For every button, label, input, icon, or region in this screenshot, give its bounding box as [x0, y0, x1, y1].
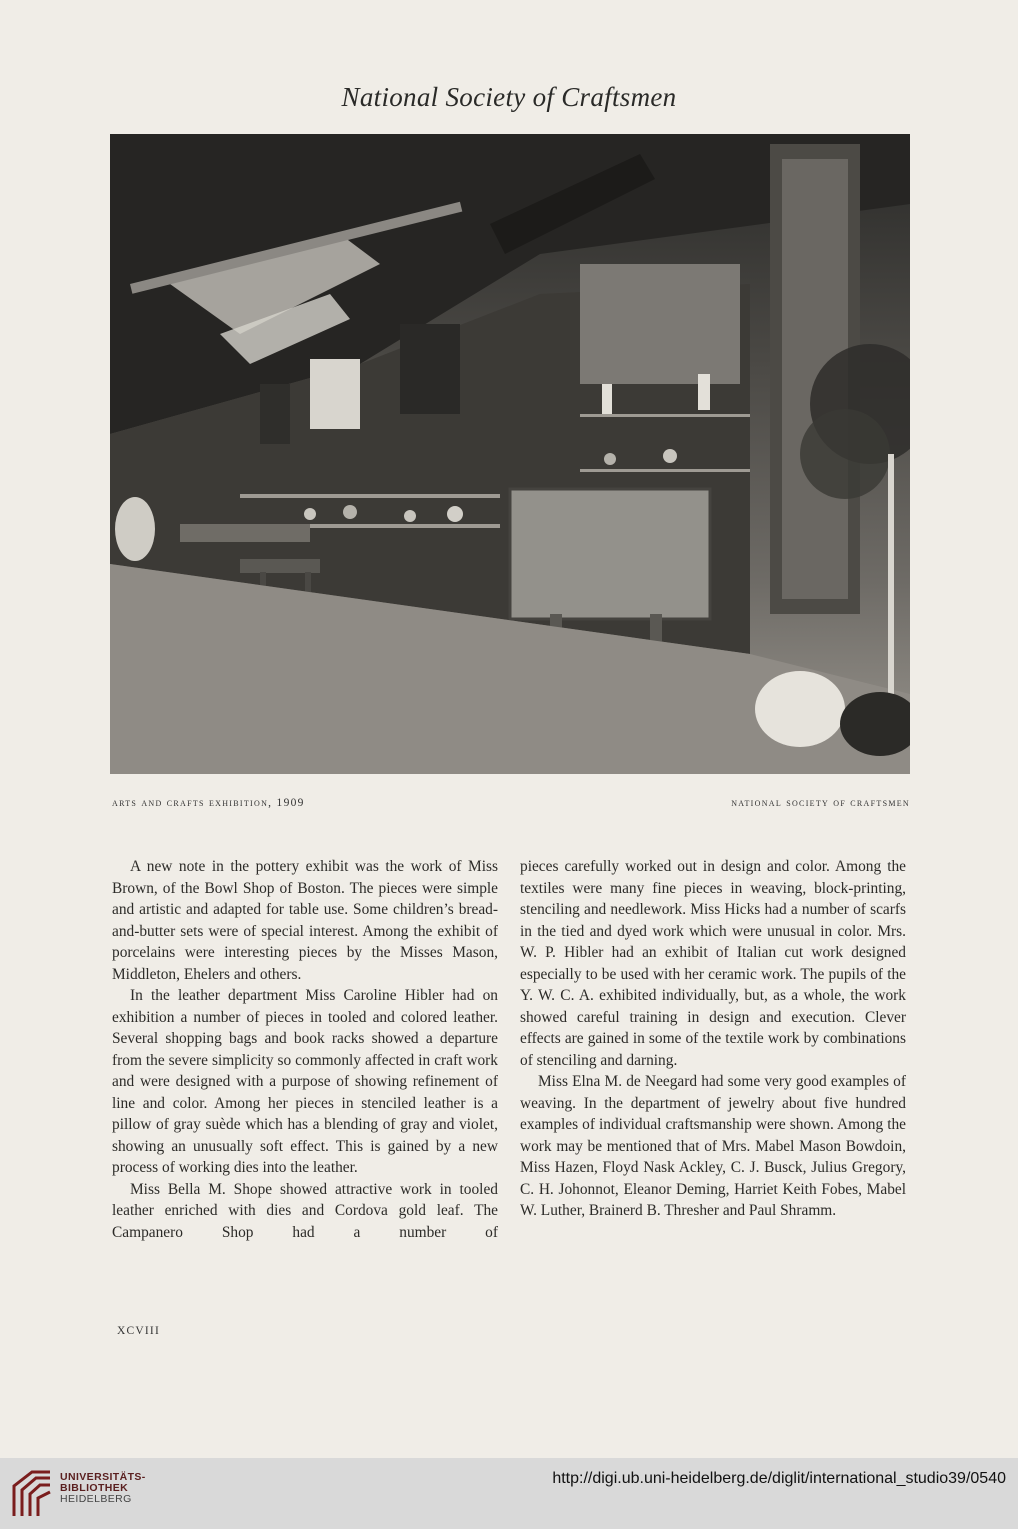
institution-line: UNIVERSITÄTS- [60, 1471, 146, 1483]
running-head: National Society of Craftsmen [341, 82, 677, 112]
digitization-footer [0, 1458, 1018, 1529]
paragraph: In the leather department Miss Caroline Hibler had on exhibition a number of pieces in tooled and colored leather. Several shopping bags and book racks showed a departure from the severe simplicity so commonly affected in craft work and were designed with a purpose of showing refinement of line and color. Among her pieces in stenciled leather is a pillow of gray suède which has a blending of gray and violet, showing an unusually soft effect. This is gained by a new process of working dies into the leather. [112, 987, 498, 1176]
exhibition-photograph-image [110, 134, 910, 774]
institution-line: HEIDELBERG [60, 1493, 132, 1505]
text-column-left [112, 856, 498, 1243]
paragraph: Miss Bella M. Shope showed attractive work in tooled leather enriched with dies and Cordova gold leaf. The Campanero Shop had a number of [112, 1180, 498, 1241]
plate-caption-left: arts and crafts exhibition, 1909 [112, 797, 305, 809]
text-column-right [520, 856, 906, 1222]
exhibition-photograph [110, 134, 910, 774]
plate-caption-right: national society of craftsmen [731, 797, 910, 809]
paragraph: pieces carefully worked out in design and color. Among the textiles were many fine pieces in weaving, block-printing, stenciling and needlework. Miss Hicks had a number of scarfs in the tied and dyed work which were unusual in color. Mrs. W. P. Hibler had an exhibit of Italian cut work designed especially to be used with her ceramic work. The pupils of the Y. W. C. A. exhibited individually, but, as a whole, the work showed careful training in design and execution. Clever effects are gained in some of the textile work by combinations of stenciling and darning. [520, 858, 906, 1069]
paragraph: Miss Elna M. de Neegard had some very good examples of weaving. In the department of jewelry about five hundred examples of individual craftsmanship were shown. Among the work may be mentioned that of Mrs. Mabel Mason Bowdoin, Miss Hazen, Floyd Nask Ackley, C. J. Busck, Julius Gregory, C. H. Johonnot, Eleanor Deming, Harriet Keith Fobes, Mabel W. Luther, Brainerd B. Thresher and Paul Shramm. [520, 1073, 906, 1219]
institution-line: BIBLIOTHEK [60, 1482, 129, 1494]
institution-name [60, 1472, 146, 1505]
paragraph: A new note in the pottery exhibit was the work of Miss Brown, of the Bowl Shop of Boston. The pieces were simple and artistic and adapted for table use. Some children’s bread-and-butter sets were of special interest. Among the exhibit of porcelains were interesting pieces by the Misses Mason, Middleton, Ehelers and others. [112, 858, 498, 983]
source-url-link[interactable]: http://digi.ub.uni-heidelberg.de/diglit/international_studio39/0540 [552, 1470, 1006, 1487]
library-logo-icon [10, 1468, 54, 1520]
page-number: XCVIII [117, 1325, 160, 1337]
